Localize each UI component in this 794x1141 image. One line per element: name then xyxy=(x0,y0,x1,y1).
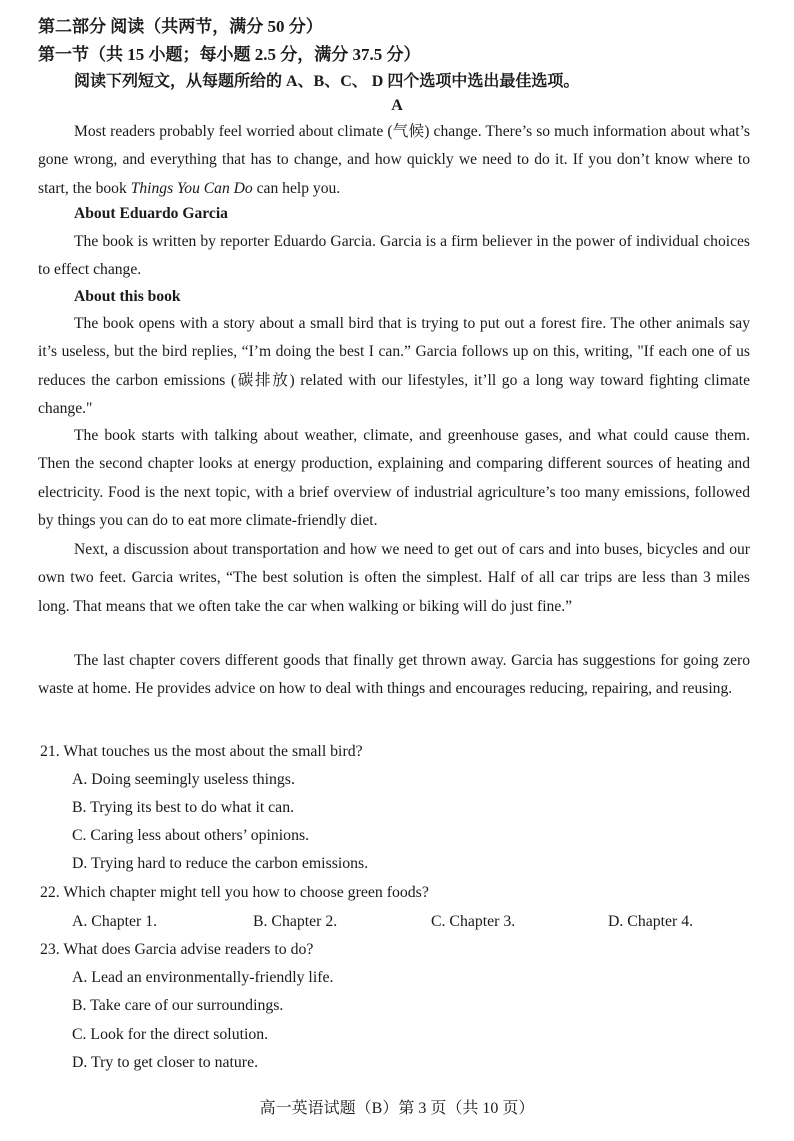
paragraph-transportation: Next, a discussion about transportation and how we need to get out of cars and into buses, bicycles and our own two feet. Garcia writes, “The best solution is often the simplest. Half of all car trips are less than 3 miles long. That means that we often take the car when walking or biking will do just fine.” xyxy=(38,541,750,615)
heading-about-author: About Eduardo Garcia xyxy=(74,205,228,222)
paragraph-last-chapter: The last chapter covers different goods that finally get thrown away. Garcia has suggestions for going zero waste at home. He provides advice on how to deal with things and encourages reducing, repairing, and reusing. xyxy=(38,652,750,698)
question-21-stem: 21. What touches us the most about the small bird? xyxy=(40,743,363,760)
paragraph-intro-text: Most readers probably feel worried about climate (气候) change. There’s so much information about what’s gone wrong, and everything that has to change, and how quickly we need to do it. If you don’t know where to start, the book xyxy=(38,123,750,197)
question-23-option-c: C. Look for the direct solution. xyxy=(72,1026,269,1043)
paragraph-intro-end: can help you. xyxy=(252,179,341,197)
heading-about-book: About this book xyxy=(74,288,181,305)
paragraph-chapters: The book starts with talking about weather, climate, and greenhouse gases, and what could cause them. Then the second chapter looks at energy production, explaining and comparing different sources of heating and electricity. Food is the next topic, with a brief overview of industrial agriculture’s too many emissions, followed by things you can do to eat more climate-friendly diet. xyxy=(38,427,750,529)
question-22-option-c: C. Chapter 3. xyxy=(431,913,516,930)
instruction-text: 阅读下列短文，从每题所给的 A、B、C、 D 四个选项中选出最佳选项。 xyxy=(74,73,580,90)
question-22-option-a: A. Chapter 1. xyxy=(72,913,158,930)
paragraph-intro xyxy=(38,118,750,203)
section-heading: 第一节（共 15 小题；每小题 2.5 分，满分 37.5 分） xyxy=(38,45,421,64)
question-21-option-c: C. Caring less about others’ opinions. xyxy=(72,827,310,844)
question-21-option-d: D. Trying hard to reduce the carbon emissions. xyxy=(72,855,369,872)
part-heading: 第二部分 阅读（共两节，满分 50 分） xyxy=(38,17,323,36)
question-21-option-a: A. Doing seemingly useless things. xyxy=(72,771,295,788)
paragraph-author: The book is written by reporter Eduardo Garcia. Garcia is a firm believer in the power of individual choices to effect change. xyxy=(38,233,750,279)
question-23-option-d: D. Try to get closer to nature. xyxy=(72,1054,259,1071)
question-22-option-d: D. Chapter 4. xyxy=(608,913,694,930)
book-title: Things You Can Do xyxy=(130,179,253,197)
question-21-option-b: B. Trying its best to do what it can. xyxy=(72,799,295,816)
question-23-option-a: A. Lead an environmentally-friendly life. xyxy=(72,969,334,986)
page-footer: 高一英语试题（B）第 3 页（共 10 页） xyxy=(259,1100,535,1117)
question-23-stem: 23. What does Garcia advise readers to do? xyxy=(40,941,314,958)
question-22-stem: 22. Which chapter might tell you how to choose green foods? xyxy=(40,884,429,901)
paragraph-bird-story: The book opens with a story about a small bird that is trying to put out a forest fire. The other animals say it’s useless, but the bird replies, “I’m doing the best I can.” Garcia follows up on this, writing, "If each one of us reduces the carbon emissions (碳排放) related with our lifestyles, it’ll go a long way toward fighting climate change." xyxy=(38,315,750,417)
passage-title: A xyxy=(391,97,403,114)
question-23-option-b: B. Take care of our surroundings. xyxy=(72,997,284,1014)
question-22-option-b: B. Chapter 2. xyxy=(253,913,338,930)
